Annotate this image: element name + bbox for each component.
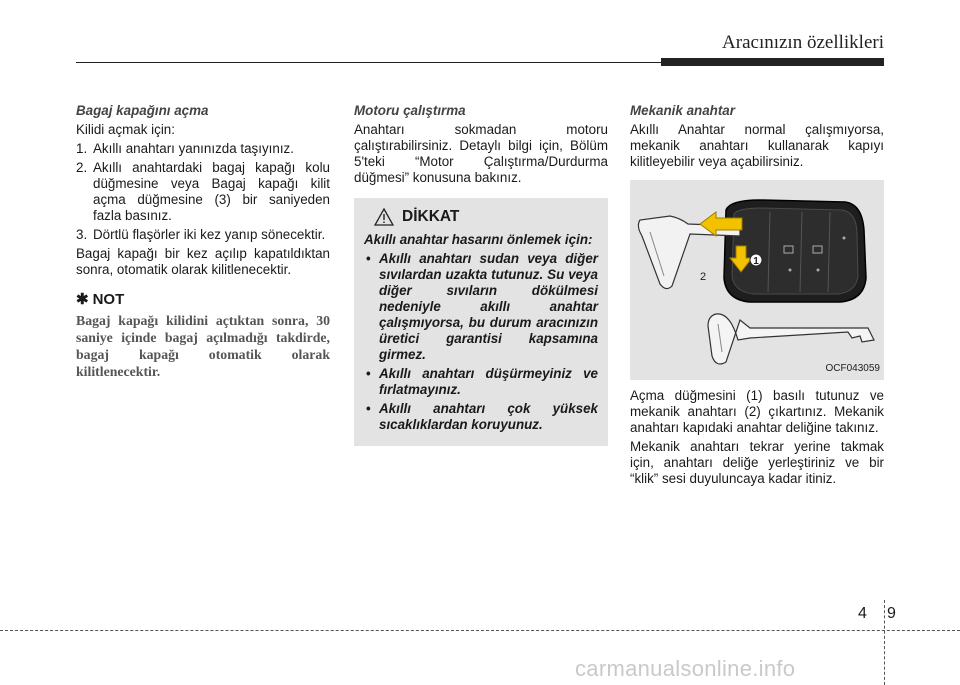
smart-key-illustration	[630, 180, 884, 380]
trunk-steps	[76, 141, 330, 243]
watermark: carmanualsonline.info	[575, 656, 796, 681]
mechanical-key-text-1: Akıllı Anahtar normal çalışmıyorsa, mekanik anahtarı kullanarak kapıyı kilitleyebilir veya açabilirsiniz.	[630, 122, 884, 169]
list-item: • Akıllı anahtarı düşürmeyiniz ve fırlatmayınız.	[364, 366, 598, 398]
list-item: 2. Akıllı anahtardaki bagaj kapağı kolu düğmesine veya Bagaj kapağı kilit açma düğmesine (3) bir saniyeden fazla basınız.	[76, 160, 330, 223]
caution-list	[364, 251, 598, 433]
trunk-intro: Kilidi açmak için:	[76, 122, 175, 137]
list-item: 3. Dörtlü flaşörler iki kez yanıp sönecektir.	[76, 227, 326, 242]
header-rule	[76, 62, 661, 63]
column-engine	[354, 103, 608, 446]
note-heading: ✱ NOT	[76, 291, 125, 308]
list-item: • Akıllı anahtarı çok yüksek sıcaklıklardan koruyunuz.	[364, 401, 598, 433]
mechanical-key-text-2: Açma düğmesini (1) basılı tutunuz ve mekanik anahtarı (2) çıkartınız. Mekanik anahtarı kapıdaki anahtar deliğine takınız.	[630, 388, 884, 435]
trunk-outro: Bagaj kapağı bir kez açılıp kapatıldıktan sonra, otomatik olarak kilitlenecektir.	[76, 246, 330, 277]
list-item: 1. Akıllı anahtarı yanınızda taşıyınız.	[76, 141, 294, 156]
column-trunk	[76, 103, 330, 380]
page-number: 9	[887, 605, 896, 622]
caution-box	[354, 198, 608, 446]
engine-text: Anahtarı sokmadan motoru çalıştırabilirsiniz. Detaylı bilgi için, Bölüm 5'teki “Motor Çalıştırma/Durdurma düğmesi” konusuna bakınız.	[354, 122, 608, 185]
section-heading-engine: Motoru çalıştırma	[354, 103, 466, 118]
header-bar	[661, 58, 884, 66]
figure-code: OCF043059	[825, 363, 880, 374]
footer-divider	[884, 600, 885, 685]
section-heading-mechanical-key: Mekanik anahtar	[630, 103, 735, 118]
page-header-title: Aracınızın özellikleri	[722, 32, 884, 53]
warning-triangle-icon	[374, 208, 394, 226]
mechanical-key-text-3: Mekanik anahtarı tekrar yerine takmak için, anahtarı deliğe yerleştiriniz ve bir “klik” sesi duyuluncaya kadar itiniz.	[630, 439, 884, 486]
caution-title: Akıllı anahtar hasarını önlemek için:	[364, 232, 593, 247]
smart-key-drawing	[630, 180, 884, 380]
list-item: • Akıllı anahtarı sudan veya diğer sıvılardan uzakta tutunuz. Su veya diğer sıvıların dökülmesi nedeniyle akıllı anahtar çalışmıyorsa, bu durum aracınızın üretici garantisi kapsamına girmez.	[364, 251, 598, 363]
star-icon: ✱	[76, 291, 89, 308]
callout-2-label: 2	[700, 271, 707, 283]
column-mechanical-key	[630, 103, 884, 490]
footer-rule	[0, 630, 960, 631]
callout-1-label: 1	[753, 256, 759, 267]
note-text: Bagaj kapağı kilidini açtıktan sonra, 30 saniye içinde bagaj açılmadığı takdirde, bagaj kapağı otomatik olarak kilitlenecektir.	[76, 313, 330, 379]
section-heading-trunk: Bagaj kapağını açma	[76, 103, 209, 118]
chapter-number: 4	[858, 605, 867, 622]
caution-heading: DİKKAT	[364, 208, 598, 226]
